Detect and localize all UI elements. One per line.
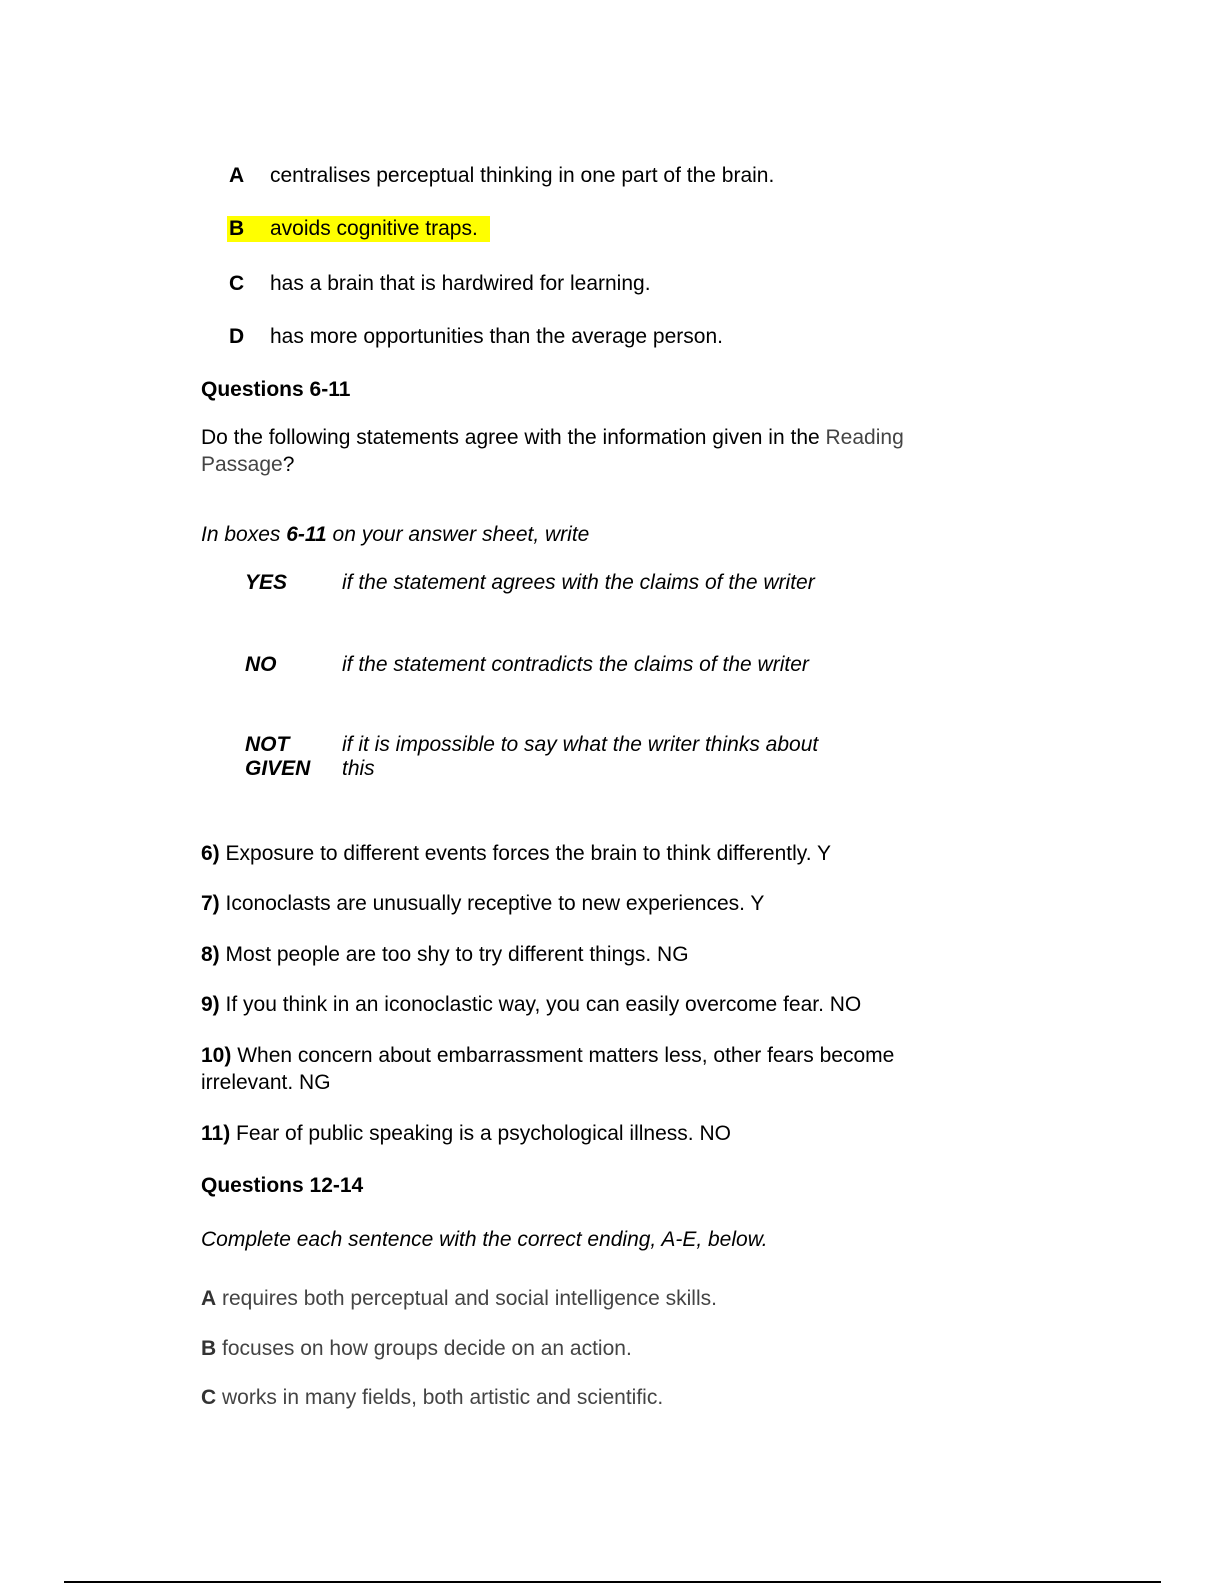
option-c-letter: C <box>229 272 245 295</box>
instruction-reading-link: Reading <box>825 426 904 449</box>
question-text: Fear of public speaking is a psychological illness. NO <box>230 1122 731 1145</box>
legend-no-key: NO <box>245 653 277 676</box>
legend-yes-desc: if the statement agrees with the claims of the writer <box>342 571 815 594</box>
page-bottom-rule <box>64 1581 1161 1583</box>
option-c-text: has a brain that is hardwired for learning. <box>270 272 651 295</box>
option-b-text: avoids cognitive traps. <box>270 217 478 240</box>
question-text: Exposure to different events forces the brain to think differently. Y <box>219 842 831 865</box>
instruction-text: Do the following statements agree with the information given in the <box>201 426 826 449</box>
option-d-text: has more opportunities than the average person. <box>270 325 723 348</box>
option-a-letter: A <box>229 164 245 187</box>
completion-instruction: Complete each sentence with the correct ending, A-E, below. <box>201 1228 768 1251</box>
instruction-passage-link: Passage <box>201 453 283 476</box>
question-text: Most people are too shy to try different things. NG <box>219 943 689 966</box>
ending-text: works in many fields, both artistic and scientific. <box>216 1386 664 1409</box>
question-number: 8) <box>201 943 220 966</box>
option-b-letter: B <box>229 217 245 240</box>
instruction-line-1 <box>201 424 904 451</box>
option-a-text: centralises perceptual thinking in one part of the brain. <box>270 164 775 187</box>
question-6 <box>201 840 831 867</box>
legend-not-given-desc-1: if it is impossible to say what the writer thinks about <box>342 733 819 756</box>
instruction-question-mark: ? <box>282 453 295 476</box>
question-11 <box>201 1120 731 1147</box>
ending-b <box>201 1335 632 1362</box>
section-heading-12-14: Questions 12-14 <box>201 1174 364 1197</box>
boxes-suffix: on your answer sheet, write <box>326 523 590 546</box>
boxes-range: 6-11 <box>286 523 327 546</box>
boxes-prefix: In boxes <box>201 523 287 546</box>
legend-not-given-desc-2: this <box>342 757 375 780</box>
question-10 <box>201 1042 894 1069</box>
ending-letter: B <box>201 1337 217 1360</box>
option-d-letter: D <box>229 325 245 348</box>
instruction-line-2 <box>201 451 294 478</box>
question-10-line-2 <box>201 1069 331 1096</box>
question-text: Iconoclasts are unusually receptive to new experiences. Y <box>219 892 765 915</box>
boxes-instruction <box>201 521 589 548</box>
legend-no-desc: if the statement contradicts the claims of the writer <box>342 653 809 676</box>
question-number: 7) <box>201 892 220 915</box>
ending-c <box>201 1384 663 1411</box>
legend-yes-key: YES <box>245 571 288 594</box>
question-7 <box>201 890 764 917</box>
question-number: 9) <box>201 993 220 1016</box>
question-number: 11) <box>201 1122 231 1145</box>
question-number: 10) <box>201 1044 232 1067</box>
legend-given-key: GIVEN <box>245 757 311 780</box>
question-text: When concern about embarrassment matters less, other fears become <box>231 1044 895 1067</box>
question-text-continued: irrelevant. NG <box>201 1071 331 1094</box>
section-heading-6-11: Questions 6-11 <box>201 378 351 401</box>
ending-letter: A <box>201 1287 217 1310</box>
question-number: 6) <box>201 842 220 865</box>
legend-not-key: NOT <box>245 733 290 756</box>
question-8 <box>201 941 689 968</box>
question-9 <box>201 991 861 1018</box>
question-text: If you think in an iconoclastic way, you can easily overcome fear. NO <box>219 993 862 1016</box>
ending-text: requires both perceptual and social intelligence skills. <box>216 1287 717 1310</box>
ending-a <box>201 1285 717 1312</box>
ending-letter: C <box>201 1386 217 1409</box>
ending-text: focuses on how groups decide on an action. <box>216 1337 632 1360</box>
